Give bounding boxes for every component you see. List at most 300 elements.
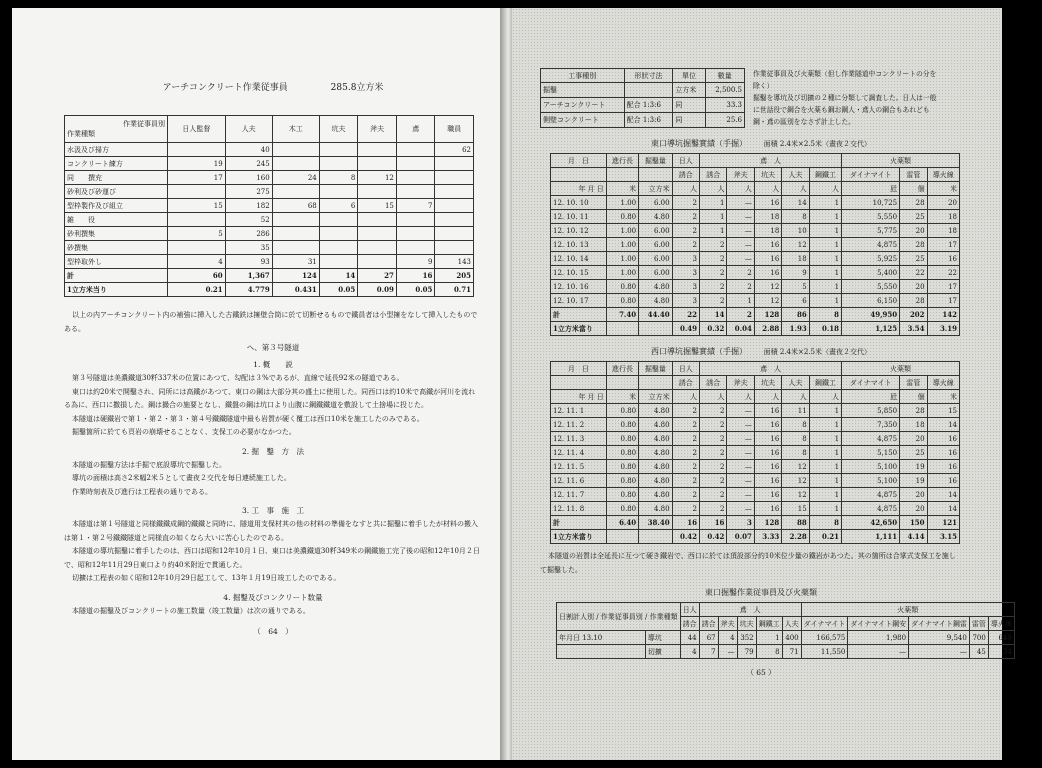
table-cell	[319, 143, 358, 157]
table-cell	[358, 213, 397, 227]
table-cell: 4	[718, 631, 737, 645]
unit-cell: 人	[809, 390, 841, 404]
table-cell	[435, 157, 474, 171]
table-cell: 166,575	[801, 631, 848, 645]
table-cell: 2	[672, 432, 699, 446]
table-cell: 28	[900, 294, 927, 308]
table-cell: 11	[782, 404, 809, 418]
paragraph: 以上の内アーチコンクリート内の補強に挿入した古鐵鉄は擁壁合筒に於て切断せるもので鐵員者は小型擁をなして挿入したものである。	[64, 311, 478, 333]
row-label: 型枠製作及び組立	[65, 199, 168, 213]
table-cell: 27	[358, 269, 397, 283]
table-cell: 16	[754, 460, 781, 474]
unit-cell: 人	[700, 390, 727, 404]
table-cell: 3.54	[900, 322, 927, 336]
column-header: 掘鑿量	[639, 362, 672, 376]
table-cell: 0.80	[606, 502, 638, 516]
column-header: 雷管	[900, 376, 927, 390]
table-cell: 44.40	[639, 308, 672, 322]
header-row	[557, 603, 1015, 617]
labor-table	[64, 115, 474, 297]
table-cell: 16	[754, 196, 781, 210]
table-cell: 20	[900, 280, 927, 294]
table-cell: 2	[700, 488, 727, 502]
unit-cell: 人	[727, 182, 754, 196]
table-cell: 0.21	[809, 530, 841, 544]
table-cell: 0.07	[727, 530, 754, 544]
table-cell: 16	[927, 460, 959, 474]
column-header: 火薬類	[801, 603, 1014, 617]
table-corner: 日割計人別 / 作業従事員別 / 作業種類	[557, 603, 681, 631]
table-cell: 9	[782, 266, 809, 280]
table-cell: 15	[168, 199, 226, 213]
table-cell: 4	[680, 645, 699, 659]
table-cell: 121	[927, 516, 959, 530]
east-excavation-table	[550, 153, 960, 336]
column-header: 鳶 人	[700, 362, 842, 376]
table-cell: 8	[319, 171, 358, 185]
table-cell: 3	[672, 266, 699, 280]
table-cell: 5,150	[842, 446, 900, 460]
table-cell	[606, 530, 638, 544]
table-cell: 15	[782, 502, 809, 516]
table-cell: 150	[900, 516, 927, 530]
table-cell: 4.80	[639, 404, 672, 418]
unit-cell: 瓩	[842, 390, 900, 404]
column-header: 誘合	[680, 617, 699, 631]
table-cell: 4	[168, 255, 226, 269]
table-cell: 5,100	[842, 460, 900, 474]
table-cell: 14	[782, 196, 809, 210]
table-cell: 18	[754, 224, 781, 238]
table-cell: 1	[809, 238, 841, 252]
table-cell: 16	[396, 269, 435, 283]
table-cell: 7.40	[606, 308, 638, 322]
row-label: コンクリート練方	[65, 157, 168, 171]
unit-cell: 米	[606, 182, 638, 196]
total-row	[551, 322, 960, 336]
table-cell: 9,540	[909, 631, 970, 645]
column-header: ダイナマイト	[842, 376, 900, 390]
table-cell	[168, 241, 226, 255]
column-header: 導火線	[927, 168, 959, 182]
row-label: 12. 10. 15	[551, 266, 607, 280]
table-cell: —	[848, 645, 909, 659]
table-cell: 6	[319, 199, 358, 213]
table-cell: 14	[700, 308, 727, 322]
table-cell: 2	[672, 488, 699, 502]
table-cell: 79	[737, 645, 756, 659]
paragraph: 掘鑿箇所に於ても頁岩の崩壊せることなく、支保工の必要がなかつた。	[72, 428, 296, 436]
paragraph: 本隧道の導坑掘鑿に着手したのは、西口は昭和12年10月１日、東口は美濃鐵道30粁349米の鋼鐵施工完了後の昭和12年10月２日で、昭和12年11月29日東口より約40米附近で貫通した。	[64, 547, 480, 569]
table-cell: 205	[435, 269, 474, 283]
table-cell: —	[718, 645, 737, 659]
paragraph: 本隧道は硬鐵岩で第１・第２・第３・第４号鐵鐵隧道中最も岩質が硬く覆工は西口10米を施工したのみである。	[72, 414, 424, 423]
unit-cell: 瓩	[842, 182, 900, 196]
table-cell: 8	[782, 418, 809, 432]
column-header: 鋼鐵工	[809, 376, 841, 390]
row-label: 12. 10. 12	[551, 224, 607, 238]
table-cell: 9	[396, 255, 435, 269]
column-header: 日人	[680, 603, 699, 617]
column-header: 人夫	[782, 168, 809, 182]
table-cell: 4.80	[639, 502, 672, 516]
table-row	[551, 502, 960, 516]
table-row	[551, 488, 960, 502]
table-cell: 3	[727, 516, 754, 530]
column-header: 坑夫	[754, 376, 781, 390]
table-cell: 5	[782, 280, 809, 294]
unit-cell: 米	[606, 390, 638, 404]
table-row	[551, 474, 960, 488]
table-cell: 12	[782, 474, 809, 488]
total-row	[551, 308, 960, 322]
table-cell: 1	[809, 252, 841, 266]
column-header: 導火線	[927, 376, 959, 390]
table1-title-row	[64, 80, 482, 93]
table-cell: 1	[809, 460, 841, 474]
column-header: 誘合	[672, 168, 699, 182]
table-cell: 0.42	[672, 530, 699, 544]
column-header: 斧夫	[727, 168, 754, 182]
table-row	[551, 280, 960, 294]
table-cell: 0.05	[396, 283, 435, 297]
column-header: 雷管	[900, 168, 927, 182]
table-cell: 16	[927, 432, 959, 446]
table-row	[65, 255, 474, 269]
table-cell: 1	[809, 502, 841, 516]
table-cell: 1	[809, 210, 841, 224]
table-cell: —	[727, 224, 754, 238]
table-row	[541, 98, 745, 113]
table-cell: 18	[754, 210, 781, 224]
table-cell: 2	[700, 294, 727, 308]
table-cell: 3	[672, 294, 699, 308]
table-cell: 1	[809, 488, 841, 502]
table-cell: 4.80	[639, 210, 672, 224]
table-cell: 12	[782, 238, 809, 252]
unit-cell: 人	[754, 390, 781, 404]
table-cell	[272, 143, 319, 157]
column-header: 導火線	[988, 617, 1014, 631]
row-label: 1立方米當り	[551, 530, 607, 544]
row-label: 12. 11. 1	[551, 404, 607, 418]
row-label: 計	[551, 516, 607, 530]
row-label: 雑 役	[65, 213, 168, 227]
table-cell: 0.18	[809, 322, 841, 336]
table-cell: 6.00	[639, 196, 672, 210]
table-cell: 19	[900, 460, 927, 474]
table-row	[551, 210, 960, 224]
table-cell: —	[727, 446, 754, 460]
table-cell	[435, 171, 474, 185]
table-cell: 0.80	[606, 488, 638, 502]
table-cell	[396, 213, 435, 227]
table-cell: 15	[927, 404, 959, 418]
table-cell: 88	[782, 516, 809, 530]
table-cell: 20	[900, 488, 927, 502]
table-cell: 25	[900, 252, 927, 266]
table-row	[65, 241, 474, 255]
table-row	[551, 446, 960, 460]
table-row	[65, 157, 474, 171]
column-header: 職員	[435, 116, 474, 143]
header-row	[551, 154, 960, 168]
table-cell: 16	[754, 252, 781, 266]
table-cell: 24	[272, 171, 319, 185]
table-cell: 202	[900, 308, 927, 322]
table-cell: 352	[737, 631, 756, 645]
table-cell: 0.21	[168, 283, 226, 297]
row-label: アーチコンクリート	[541, 98, 625, 113]
column-header	[551, 168, 607, 182]
table-cell: 2	[672, 210, 699, 224]
table-cell: 86	[782, 308, 809, 322]
row-label: 側壁コンクリート	[541, 113, 625, 128]
table-cell: 34	[988, 645, 1014, 659]
column-header	[606, 168, 638, 182]
column-header: 坑夫	[754, 168, 781, 182]
row-label: 12. 10. 17	[551, 294, 607, 308]
table-cell: 18	[927, 210, 959, 224]
table-cell: —	[727, 474, 754, 488]
unit-cell: 人	[782, 390, 809, 404]
table-cell: 5,850	[842, 404, 900, 418]
table-cell: 4.14	[900, 530, 927, 544]
table-cell: 14	[927, 418, 959, 432]
row-label: 水汲及び掃方	[65, 143, 168, 157]
table-row	[551, 238, 960, 252]
table-cell: 2	[672, 460, 699, 474]
unit-cell: 立方米	[639, 390, 672, 404]
column-header: ダイナマイト鋼雷	[909, 617, 970, 631]
table-cell: —	[727, 418, 754, 432]
row-label: 12. 11. 3	[551, 432, 607, 446]
table-cell: 6	[782, 294, 809, 308]
table-cell: 275	[225, 185, 272, 199]
table-cell: 0.80	[606, 432, 638, 446]
table-cell: 17	[168, 171, 226, 185]
unit-cell: 人	[782, 182, 809, 196]
column-header: 斧夫	[358, 116, 397, 143]
row-label: 12. 10. 14	[551, 252, 607, 266]
table-cell: —	[727, 238, 754, 252]
table-cell: 25	[900, 210, 927, 224]
table-cell: 12	[754, 294, 781, 308]
table-cell: 19	[900, 474, 927, 488]
table-cell: 配合 1:3:6	[624, 98, 673, 113]
column-header: 日人監督	[168, 116, 226, 143]
table-row	[65, 171, 474, 185]
table-cell: 16	[927, 446, 959, 460]
table-cell	[396, 171, 435, 185]
column-header: 進行長	[606, 362, 638, 376]
table-row	[65, 227, 474, 241]
column-header: 火薬類	[842, 362, 960, 376]
table-cell: 2	[700, 280, 727, 294]
column-header: 鳶 人	[700, 154, 842, 168]
table-cell: 2	[700, 266, 727, 280]
row-label: 1立方米当り	[65, 283, 168, 297]
table-cell: 2	[700, 404, 727, 418]
table-cell: 93	[225, 255, 272, 269]
table-cell: 7	[699, 645, 718, 659]
table-row	[551, 252, 960, 266]
table-cell: 0.80	[606, 474, 638, 488]
table-cell: 1	[809, 294, 841, 308]
column-header: 月 日	[551, 362, 607, 376]
table-row	[65, 199, 474, 213]
table-cell: 2	[727, 308, 754, 322]
table-cell: 立方米	[673, 83, 705, 98]
table-row	[65, 143, 474, 157]
table-cell: 60	[168, 269, 226, 283]
table-cell: 4.80	[639, 446, 672, 460]
table-cell	[358, 143, 397, 157]
unit-cell: 人	[727, 390, 754, 404]
row-label: 年月日 13.10	[557, 631, 646, 645]
table-cell: 17	[927, 238, 959, 252]
row-label: 砂利及び砂運び	[65, 185, 168, 199]
table-cell: 18	[927, 224, 959, 238]
section-heading: 2. 掘 鑿 方 法	[241, 446, 305, 456]
table-cell	[606, 322, 638, 336]
table-cell	[319, 213, 358, 227]
table-cell: —	[727, 404, 754, 418]
table-cell: 14	[319, 269, 358, 283]
table-cell: 16	[672, 516, 699, 530]
table-cell: 4.80	[639, 488, 672, 502]
table-cell: 16	[754, 238, 781, 252]
table-row	[65, 185, 474, 199]
table-cell: 2	[672, 502, 699, 516]
column-header: 形狀寸法	[624, 69, 673, 83]
table-cell: 1.00	[606, 252, 638, 266]
table-row	[551, 404, 960, 418]
table-cell: 16	[754, 404, 781, 418]
table-cell	[272, 213, 319, 227]
table-cell: 20	[900, 224, 927, 238]
column-header: 掘鑿量	[639, 154, 672, 168]
column-header: 日人	[672, 362, 699, 376]
table-cell: 6.00	[639, 252, 672, 266]
row-label: 12. 10. 10	[551, 196, 607, 210]
east-table-title: 東口導坑掘鑿實績（手掘） 面積 2.4米×2.5米（晝夜２交代）	[651, 139, 871, 148]
table-cell: 44	[680, 631, 699, 645]
table-cell: 6.00	[639, 224, 672, 238]
table-cell: 3.33	[754, 530, 781, 544]
table-row	[551, 460, 960, 474]
unit-cell: 人	[809, 182, 841, 196]
table-cell	[435, 199, 474, 213]
table-cell: 4.80	[639, 294, 672, 308]
column-header	[551, 376, 607, 390]
table-cell: 4.779	[225, 283, 272, 297]
table-cell: 62	[435, 143, 474, 157]
table-cell: 16	[754, 418, 781, 432]
table-cell: 8	[782, 446, 809, 460]
table-cell: 1	[756, 631, 782, 645]
table-cell: 2	[672, 474, 699, 488]
table-cell: 6.00	[639, 238, 672, 252]
table-cell: 17	[927, 280, 959, 294]
table-cell: 6.40	[606, 516, 638, 530]
table-cell: 0.80	[606, 446, 638, 460]
table-cell: 1	[700, 210, 727, 224]
table-row	[541, 113, 745, 128]
table-cell: 6,150	[842, 294, 900, 308]
total-row	[551, 530, 960, 544]
table-cell: 2	[700, 418, 727, 432]
table-row	[65, 269, 474, 283]
section-heading: 1. 概 説	[253, 360, 293, 369]
column-header	[606, 376, 638, 390]
row-label: 1立方米當り	[551, 322, 607, 336]
table-cell: 31	[272, 255, 319, 269]
table-cell: 2	[700, 252, 727, 266]
table-cell: 3.15	[927, 530, 959, 544]
table-cell: 14	[927, 488, 959, 502]
table-cell: 1,367	[225, 269, 272, 283]
unit-cell: 米	[927, 390, 959, 404]
table-cell: 18	[782, 252, 809, 266]
table-cell: 16	[754, 502, 781, 516]
table-cell: 142	[927, 308, 959, 322]
total-row	[551, 516, 960, 530]
table-cell: 12	[358, 171, 397, 185]
table-cell: 1	[809, 224, 841, 238]
unit-cell: 人	[700, 182, 727, 196]
row-label: 掘鑿	[541, 83, 625, 98]
table-row	[65, 213, 474, 227]
table-cell	[639, 530, 672, 544]
column-header: ダイナマイト	[801, 617, 848, 631]
table-cell: 0.80	[606, 294, 638, 308]
table-cell: 49,950	[842, 308, 900, 322]
row-label: 12. 10. 13	[551, 238, 607, 252]
header-row	[551, 362, 960, 376]
row-label: 12. 11. 4	[551, 446, 607, 460]
paragraph: 本隧道の掘鑿及びコンクリートの施工数量（竣工数量）は次の通りである。	[72, 606, 310, 615]
table-cell: 16	[754, 266, 781, 280]
table-cell: 12	[754, 280, 781, 294]
column-header: 斧夫	[727, 376, 754, 390]
table-cell	[435, 213, 474, 227]
table-cell: 0.09	[358, 283, 397, 297]
table-cell: 1,980	[848, 631, 909, 645]
table-cell: 1	[700, 224, 727, 238]
table-cell: 4,875	[842, 488, 900, 502]
section-heading: 3. 工 事 施 工	[241, 506, 305, 515]
table-cell: 1.00	[606, 266, 638, 280]
table-cell	[319, 255, 358, 269]
table-cell	[396, 241, 435, 255]
column-header: ダイナマイト鋼安	[848, 617, 909, 631]
table-row	[65, 283, 474, 297]
column-header: 誘合	[699, 617, 718, 631]
row-label: 計	[551, 308, 607, 322]
table-cell: 0.49	[672, 322, 699, 336]
column-header: 工事種別	[541, 69, 625, 83]
column-header: 人夫	[225, 116, 272, 143]
table-cell: 同	[673, 98, 705, 113]
table-cell: 2	[672, 446, 699, 460]
table-cell	[435, 227, 474, 241]
table-row	[551, 432, 960, 446]
table-cell: 52	[225, 213, 272, 227]
table-cell: —	[727, 502, 754, 516]
east-labor-table	[556, 602, 1015, 659]
table-cell: 3.19	[927, 322, 959, 336]
